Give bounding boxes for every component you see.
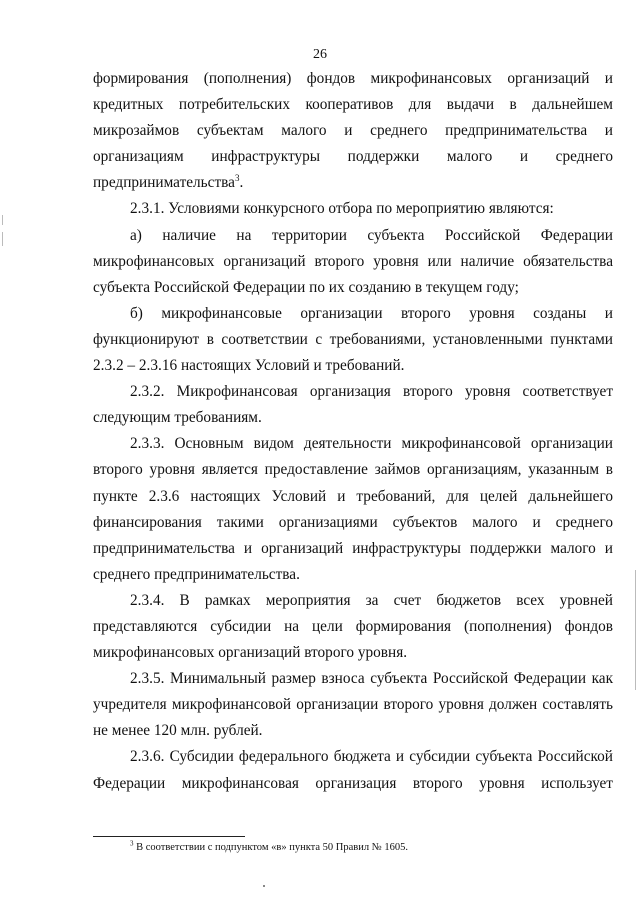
footnote	[130, 839, 408, 853]
paragraph-2-3-3: 2.3.3. Основным видом деятельности микрофинансовой организации второго уровня является предоставление займов организациям, указанным в пункте 2.3.6 настоящих Условий и требований, для целей дальнейшего финансирования такими организациями субъектов малого и среднего предпринимательства и организаций инфраструктуры поддержки малого и среднего предпринимательства.	[93, 435, 613, 583]
scan-edge-mark	[635, 570, 636, 690]
paragraph-2-3-4: 2.3.4. В рамках мероприятия за счет бюджетов всех уровней представляются субсидии на цели формирования (пополнения) фондов микрофинансовых организаций второго уровня.	[93, 591, 613, 662]
paragraph-tail: .	[239, 174, 244, 192]
paragraph-text: формирования (пополнения) фондов микрофинансовых организаций и кредитных потребительских кооперативов для выдачи в дальнейшем микрозаймов субъектам малого и среднего предпринимательства и организациям инфраструктуры поддержки малого и среднего предпринимательства	[93, 70, 613, 192]
paragraph-item-a: а) наличие на территории субъекта Российской Федерации микрофинансовых организаций второго уровня или наличие обязательства субъекта Российской Федерации по их созданию в текущем году;	[93, 226, 613, 296]
page-number: 26	[313, 47, 327, 62]
paragraph-2-3-2: 2.3.2. Микрофинансовая организация второго уровня соответствует следующим требованиям.	[93, 383, 613, 427]
footnote-mark: 3	[130, 839, 134, 848]
paragraph-item-b: б) микрофинансовые организации второго уровня созданы и функционируют в соответствии с требованиями, установленными пунктами 2.3.2 – 2.3.16 настоящих Условий и требований.	[93, 304, 613, 375]
paragraph-2-3-5: 2.3.5. Минимальный размер взноса субъекта Российской Федерации как учредителя микрофинансовой организации второго уровня должен составлять не менее 120 млн. рублей.	[93, 670, 613, 740]
scan-edge-mark	[2, 232, 3, 246]
paragraph-continuation	[93, 66, 613, 196]
footnote-reference[interactable]: 3	[234, 173, 240, 184]
paragraph-2-3-1: 2.3.1. Условиями конкурсного отбора по мероприятию являются:	[130, 200, 554, 218]
document-body	[93, 66, 613, 797]
paragraph-2-3-6: 2.3.6. Субсидии федерального бюджета и субсидии субъекта Российской Федерации микрофинансовая организация второго уровня использует	[93, 748, 613, 792]
footnote-separator	[93, 836, 245, 837]
footnote-text: В соответствии с подпунктом «в» пункта 50 Правил № 1605.	[133, 842, 408, 853]
scan-speck	[263, 885, 265, 887]
scan-edge-mark	[2, 215, 3, 225]
